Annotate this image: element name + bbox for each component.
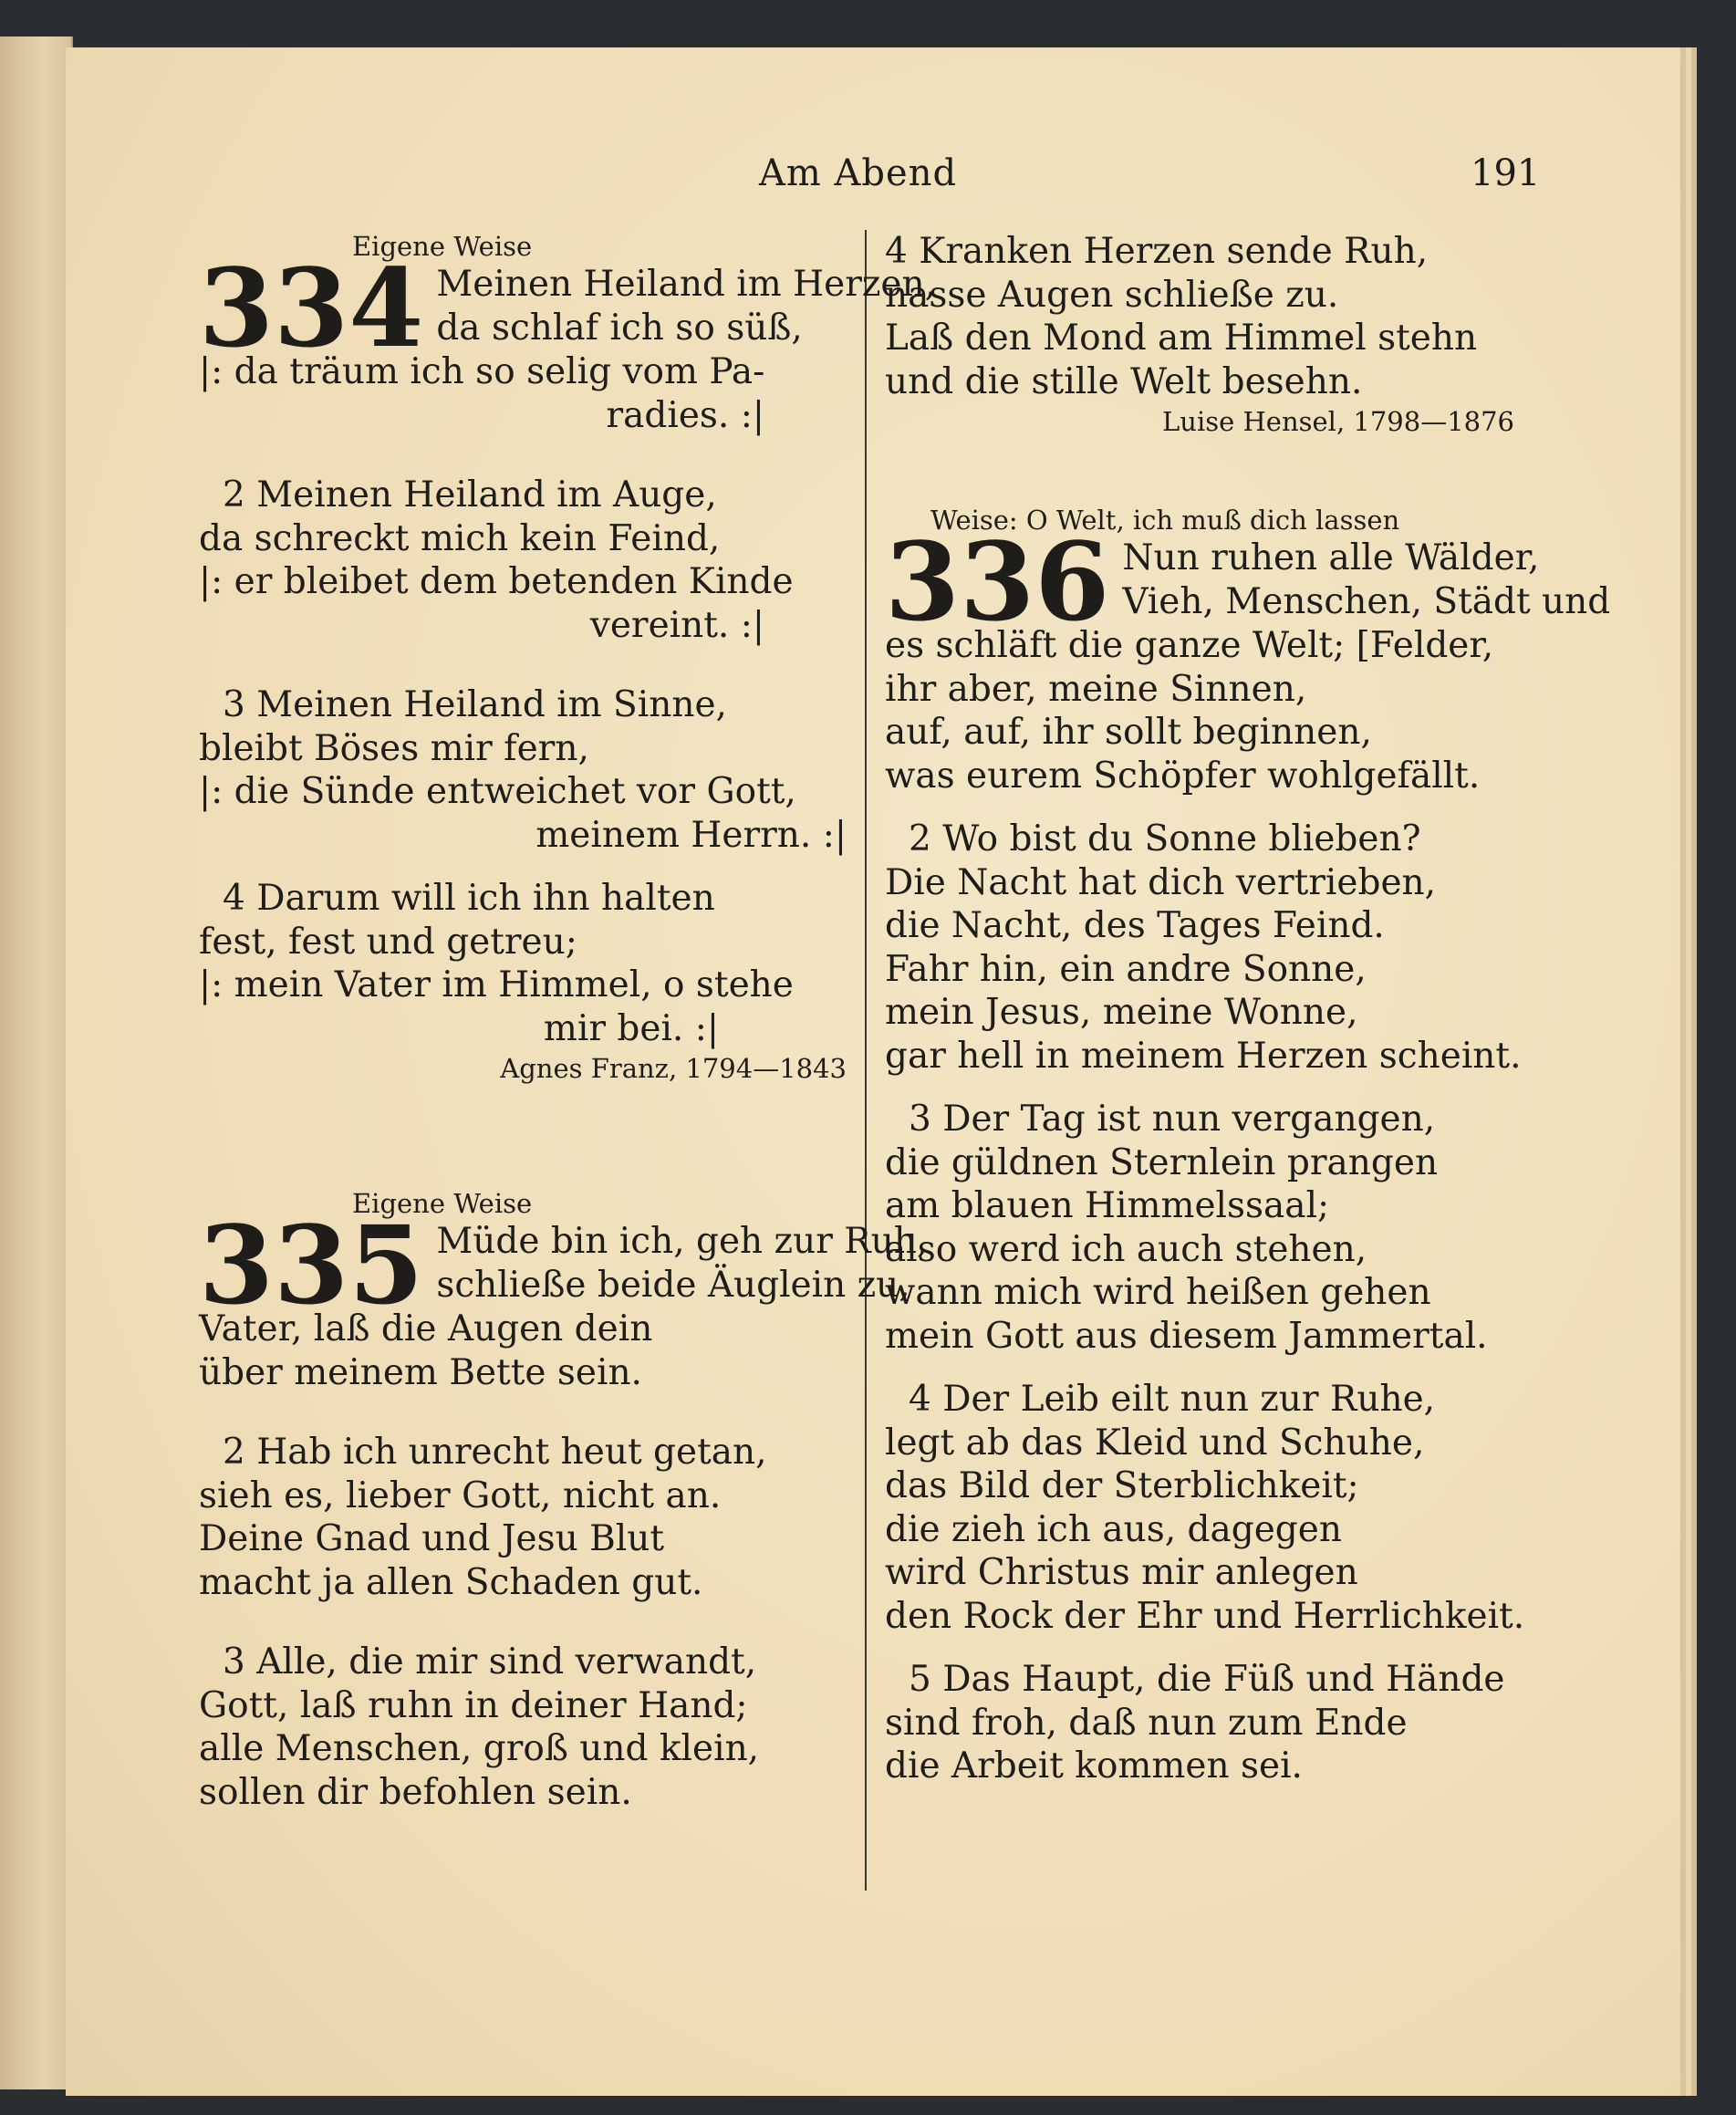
- verse-line: schließe beide Äuglein zu,: [436, 1264, 910, 1306]
- verse-line: Gott, laß ruhn in deiner Hand;: [199, 1684, 748, 1726]
- verse-3: [199, 683, 847, 857]
- verse-line: also werd ich auch stehen,: [885, 1228, 1367, 1270]
- verse-line: sollen dir befohlen sein.: [199, 1771, 632, 1813]
- verse-line: am blauen Himmelssaal;: [885, 1185, 1330, 1226]
- author-credit: Agnes Franz, 1794—1843: [500, 1053, 847, 1084]
- verse-line: 2 Meinen Heiland im Auge,: [223, 474, 717, 516]
- page-number: 191: [1471, 152, 1541, 194]
- verse-line: legt ab das Kleid und Schuhe,: [885, 1422, 1425, 1464]
- verse-line: auf, auf, ihr sollt beginnen,: [885, 712, 1372, 753]
- verse-line: Vieh, Menschen, Städt und: [1122, 580, 1611, 622]
- verse-line: wird Christus mir anlegen: [885, 1552, 1358, 1593]
- verse-line: 4 Kranken Herzen sende Ruh,: [885, 231, 1429, 272]
- verse-line: 3 Meinen Heiland im Sinne,: [223, 684, 727, 725]
- verse-line: die Nacht, des Tages Feind.: [885, 905, 1385, 946]
- left-column: [199, 230, 937, 1814]
- verse-2: [885, 818, 1522, 1078]
- verse-line: es schläft die ganze Welt; [Felder,: [885, 625, 1494, 666]
- verse-line: wann mich wird heißen gehen: [885, 1272, 1431, 1313]
- right-column: [885, 230, 1611, 1788]
- verse-line: |: er bleibet dem betenden Kinde: [199, 561, 794, 602]
- verse-line: 4 Der Leib eilt nun zur Ruhe,: [909, 1379, 1436, 1420]
- verse-line: |: da träum ich so selig vom Pa-: [199, 351, 765, 392]
- verse-line: ihr aber, meine Sinnen,: [885, 668, 1307, 710]
- verse-line: mir bei. :|: [543, 1007, 719, 1049]
- verse-line: 5 Das Haupt, die Füß und Hände: [909, 1659, 1505, 1700]
- verse-line: Die Nacht hat dich vertrieben,: [885, 861, 1437, 903]
- hymn-number: 335: [199, 1202, 424, 1328]
- verse-2: [199, 1431, 847, 1604]
- melody-note: Eigene Weise: [352, 1188, 533, 1219]
- hymn-number: 334: [199, 245, 424, 371]
- verse-line: macht ja allen Schaden gut.: [199, 1561, 703, 1603]
- verse-line: Deine Gnad und Jesu Blut: [199, 1518, 665, 1559]
- verse-4: [199, 877, 847, 1050]
- verse-line: Meinen Heiland im Herzen,: [436, 264, 937, 305]
- verse-line: Fahr hin, ein andre Sonne,: [885, 948, 1367, 990]
- verse-line: |: die Sünde entweichet vor Gott,: [199, 771, 796, 812]
- verse-line: 3 Alle, die mir sind verwandt,: [223, 1641, 757, 1683]
- verse-line: alle Menschen, groß und klein,: [199, 1728, 760, 1769]
- verse-line: bleibt Böses mir fern,: [199, 727, 589, 769]
- melody-note: Weise: O Welt, ich muß dich lassen: [930, 505, 1400, 536]
- hymn-335: [199, 1187, 929, 1814]
- verse-line: die zieh ich aus, dagegen: [885, 1508, 1342, 1550]
- verse-line: da schreckt mich kein Feind,: [199, 517, 721, 559]
- previous-page-edge: [0, 36, 73, 2089]
- hymn-336: [885, 504, 1611, 1788]
- hymn-334: [199, 230, 937, 1087]
- verse-line: da schlaf ich so süß,: [436, 307, 803, 349]
- page: [66, 47, 1680, 2096]
- verse-line: die güldnen Sternlein prangen: [885, 1141, 1439, 1183]
- running-title: Am Abend: [759, 152, 958, 194]
- verse-line: nasse Augen schließe zu.: [885, 274, 1339, 316]
- verse-line: Vater, laß die Augen dein: [199, 1308, 653, 1349]
- verse-3: [199, 1641, 847, 1814]
- verse-2: [199, 474, 847, 647]
- verse-line: mein Gott aus diesem Jammertal.: [885, 1315, 1488, 1357]
- verse-line: |: mein Vater im Himmel, o stehe: [199, 964, 794, 1005]
- verse-line: Nun ruhen alle Wälder,: [1122, 537, 1540, 578]
- verse-line: was eurem Schöpfer wohlgefällt.: [885, 755, 1481, 797]
- author-credit: Luise Hensel, 1798—1876: [1162, 406, 1514, 437]
- verse-line: 4 Darum will ich ihn halten: [223, 878, 715, 919]
- verse-line: vereint. :|: [589, 604, 764, 646]
- verse-line: fest, fest und getreu;: [199, 921, 577, 963]
- hymn-335-continued: [885, 230, 1514, 440]
- hymn-number: 336: [885, 518, 1110, 645]
- verse-3: [885, 1098, 1514, 1358]
- verse-line: 2 Wo bist du Sonne blieben?: [909, 818, 1421, 860]
- verse-line: das Bild der Sterblichkeit;: [885, 1465, 1359, 1506]
- verse-4: [885, 1378, 1525, 1638]
- verse-line: 2 Hab ich unrecht heut getan,: [223, 1432, 767, 1473]
- verse-line: meinem Herrn. :|: [535, 814, 847, 856]
- verse-line: den Rock der Ehr und Herrlichkeit.: [885, 1595, 1525, 1637]
- verse-line: die Arbeit kommen sei.: [885, 1745, 1303, 1787]
- verse-line: sieh es, lieber Gott, nicht an.: [199, 1474, 722, 1516]
- verse-line: sind froh, daß nun zum Ende: [885, 1702, 1408, 1744]
- verse-line: 3 Der Tag ist nun vergangen,: [909, 1099, 1436, 1140]
- verse-4: [885, 230, 1514, 403]
- verse-line: Laß den Mond am Himmel stehn: [885, 318, 1478, 359]
- verse-line: mein Jesus, meine Wonne,: [885, 992, 1358, 1033]
- verse-line: über meinem Bette sein.: [199, 1351, 642, 1393]
- verse-5: [885, 1658, 1514, 1788]
- melody-note: Eigene Weise: [352, 231, 533, 262]
- verse-line: und die stille Welt besehn.: [885, 360, 1363, 402]
- column-divider: [865, 230, 867, 1891]
- running-header: [66, 152, 1680, 207]
- verse-line: gar hell in meinem Herzen scheint.: [885, 1035, 1522, 1077]
- verse-line: Müde bin ich, geh zur Ruh,: [436, 1221, 929, 1262]
- verse-line: radies. :|: [606, 394, 764, 436]
